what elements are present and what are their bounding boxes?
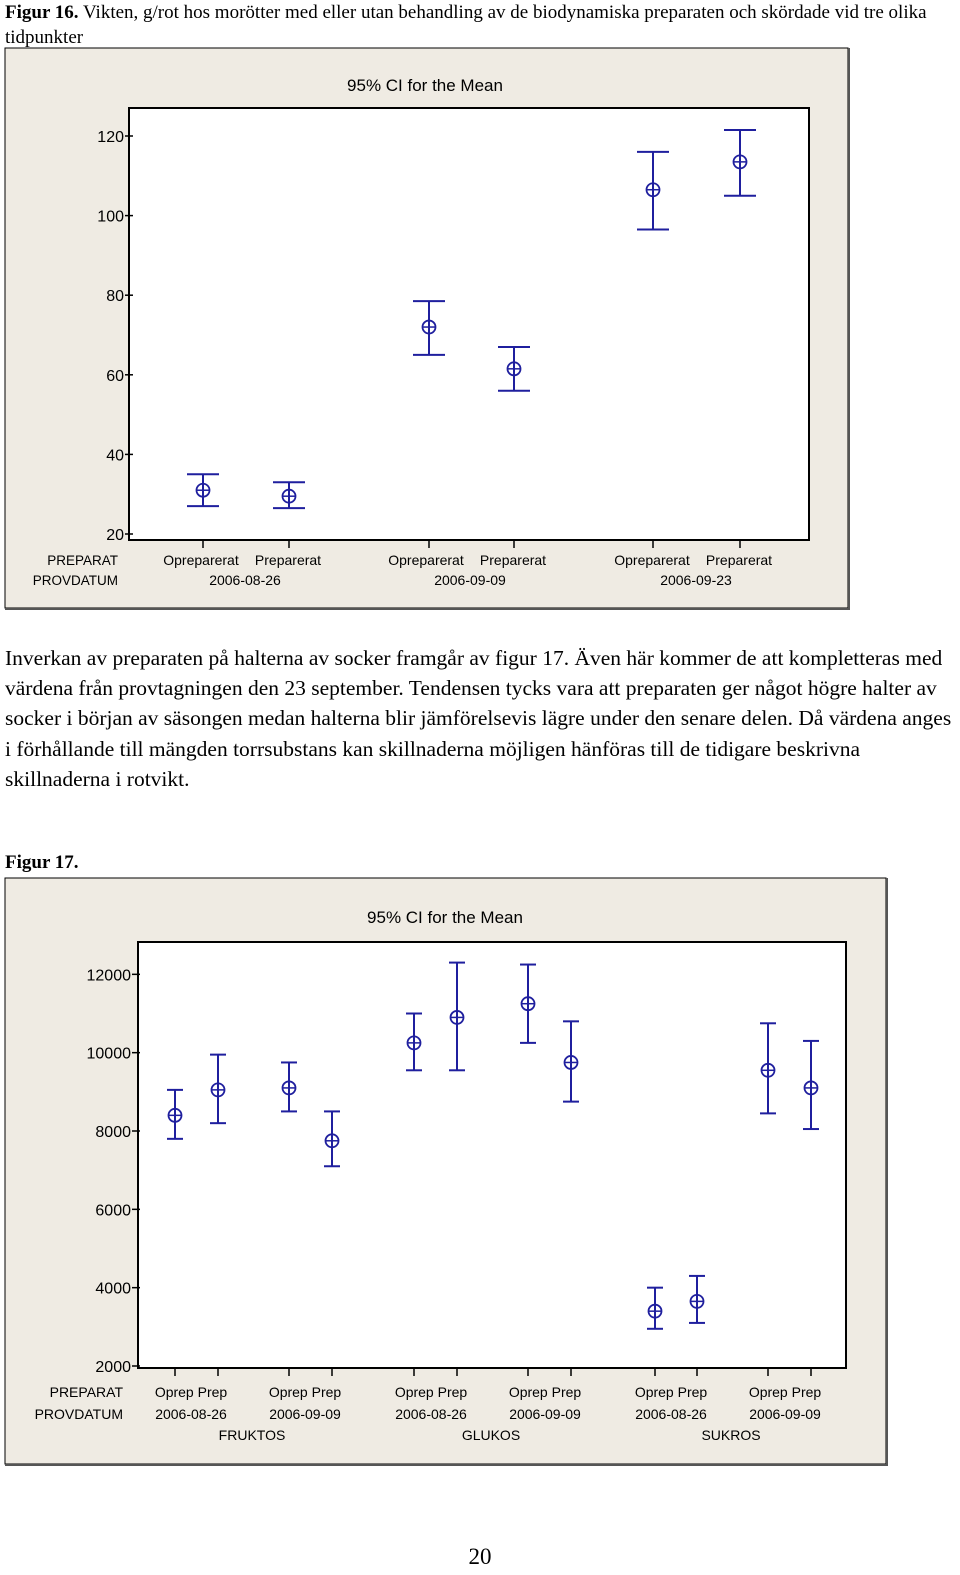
y-tick-label: 120 xyxy=(97,129,124,146)
y-tick-label: 2000 xyxy=(95,1359,131,1376)
figure-16-label: Figur 16. xyxy=(5,2,79,23)
figure-16-row-label-preparat: PREPARAT xyxy=(47,553,118,568)
x-label-provdatum: 2006-08-26 xyxy=(635,1406,707,1422)
body-paragraph: Inverkan av preparaten på halterna av socker framgår av figur 17. Även här kommer de att kompletteras med värdena från provtagningen den 23 september. Tendensen tycks vara att preparaten ger något högre halter av socker i början av säsongen medan halterna blir jämförelsevis lägre under den senare delen. Då värdena anges i förhållande till mängden torrsubstans kan skillnaderna möjligen hänföras till de tidigare beskrivna skillnaderna i rotvikt. xyxy=(5,646,952,791)
y-tick-label: 12000 xyxy=(86,967,131,985)
figure-16-shadow-bottom xyxy=(5,608,850,610)
figure-16-plot-area xyxy=(129,108,809,540)
y-tick-label: 4000 xyxy=(95,1280,131,1298)
y-tick-label: 40 xyxy=(106,447,124,465)
figure-16-chart-title: 95% CI for the Mean xyxy=(347,76,503,95)
figure-17-chart xyxy=(5,878,888,1466)
x-label-provdatum: 2006-09-23 xyxy=(660,572,732,588)
x-label-preparat: Oprep Prep xyxy=(748,1384,822,1400)
figure-17-row-label-preparat: PREPARAT xyxy=(49,1384,123,1400)
x-label-sugar: GLUKOS xyxy=(461,1427,521,1443)
x-label-provdatum: 2006-08-26 xyxy=(395,1406,467,1422)
x-label-preparat: Preparerat xyxy=(479,552,547,568)
x-label-preparat: Oprep Prep xyxy=(634,1384,708,1400)
x-label-provdatum: 2006-09-09 xyxy=(269,1406,341,1422)
x-label-preparat: Oprep Prep xyxy=(508,1384,582,1400)
x-label-sugar: FRUKTOS xyxy=(218,1427,286,1443)
x-label-preparat: Opreparerat xyxy=(388,552,464,568)
x-label-preparat: Oprep Prep xyxy=(268,1384,342,1400)
y-tick-label: 20 xyxy=(106,527,124,544)
y-tick-label: 6000 xyxy=(95,1202,131,1220)
x-label-preparat: Opreparerat xyxy=(163,552,239,568)
figure-17-caption: Figur 17. xyxy=(5,852,79,873)
x-label-provdatum: 2006-08-26 xyxy=(209,572,281,588)
figure-16-chart xyxy=(5,48,850,610)
x-label-provdatum: 2006-09-09 xyxy=(434,572,506,588)
figure-17-row-label-provdatum: PROVDATUM xyxy=(34,1406,123,1422)
x-label-preparat: Opreparerat xyxy=(614,552,690,568)
y-tick-label: 60 xyxy=(106,367,124,385)
x-label-provdatum: 2006-09-09 xyxy=(509,1406,581,1422)
y-tick-label: 100 xyxy=(97,208,124,226)
x-label-preparat: Oprep Prep xyxy=(394,1384,468,1400)
figure-16-row-label-provdatum: PROVDATUM xyxy=(32,573,118,588)
figure-16-caption-text: Vikten, g/rot hos morötter med eller utan behandling av de biodynamiska preparaten och skördade vid tre olika tidpunkter xyxy=(5,2,927,48)
x-label-preparat: Oprep Prep xyxy=(154,1384,228,1400)
x-label-sugar: SUKROS xyxy=(701,1427,761,1443)
figure-17-chart-title: 95% CI for the Mean xyxy=(367,908,523,927)
x-label-preparat: Preparerat xyxy=(705,552,773,568)
page-number: 20 xyxy=(468,1544,492,1569)
x-label-preparat: Preparerat xyxy=(254,552,322,568)
y-tick-label: 10000 xyxy=(86,1045,131,1063)
x-label-provdatum: 2006-08-26 xyxy=(155,1406,227,1422)
x-label-provdatum: 2006-09-09 xyxy=(749,1406,821,1422)
y-tick-label: 8000 xyxy=(95,1124,131,1141)
figure-17-shadow-right xyxy=(886,878,888,1466)
figure-16-shadow-right xyxy=(848,48,850,610)
figure-17-plot-area xyxy=(138,942,846,1368)
y-tick-label: 80 xyxy=(106,288,124,306)
figure-17-shadow-bottom xyxy=(5,1464,888,1466)
